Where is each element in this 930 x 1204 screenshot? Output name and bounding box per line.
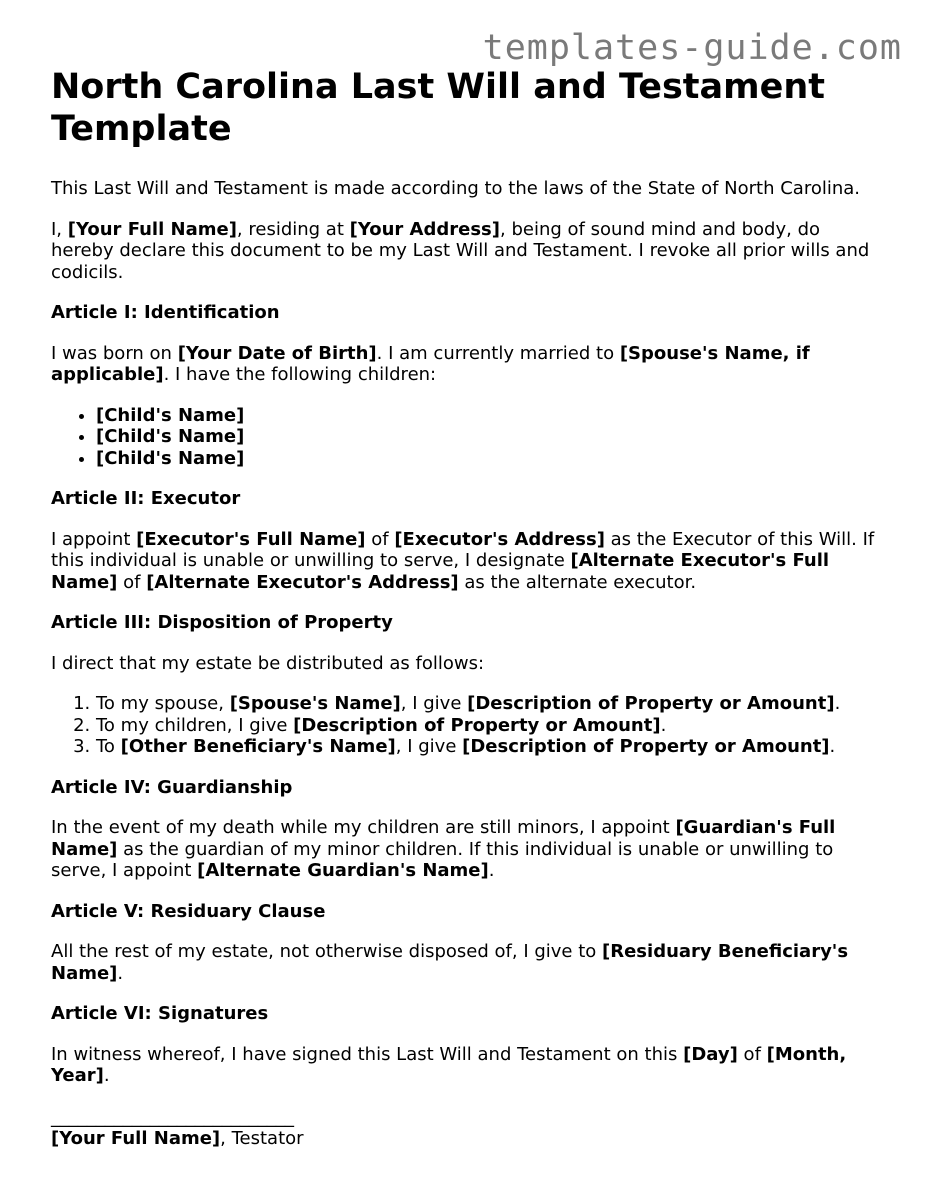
list-item: 2. To my children, I give [Description of Property or Amount]. [96,715,881,737]
list-item: • [Child's Name] [96,448,881,470]
list-item: • [Child's Name] [96,405,881,427]
placeholder-full-name: [Your Full Name] [67,218,237,240]
article-6-heading: Article VI: Signatures [51,1003,269,1024]
article-2-paragraph: I appoint [Executor's Full Name] of [Executor's Address] as the Executor of this Will. If this individual is unable or unwilling to serve, I designate [Alternate Executor's Full Name] of [Alternate Executor's Address] as the alternate executor. [51,528,875,593]
page-title: North Carolina Last Will and Testament Template [51,67,825,149]
article-3-heading: Article III: Disposition of Property [51,612,393,633]
list-item: • [Child's Name] [96,426,881,448]
article-4-heading: Article IV: Guardianship [51,776,293,798]
article-5-paragraph: All the rest of my estate, not otherwise disposed of, I give to [Residuary Beneficiary's Name]. [51,941,849,984]
list-item: 1. To my spouse, [Spouse's Name], I give [Description of Property or Amount]. [96,693,881,715]
article-6-paragraph: In witness whereof, I have signed this Last Will and Testament on this [Day] of [Month, Year]. [51,1043,847,1086]
placeholder-spouse: [Spouse's Name, if applicable] [51,342,810,385]
article-3-intro: I direct that my estate be distributed as follows: [51,652,485,674]
distribution-list [51,693,881,758]
document-body [51,66,881,1150]
declaration-paragraph: I, [Your Full Name], residing at [Your Address], being of sound mind and body, do hereby declare this document to be my Last Will and Testament. I revoke all prior wills and codicils. [51,218,870,283]
placeholder-address: [Your Address] [349,218,500,240]
article-2-heading: Article II: Executor [51,488,241,509]
article-1-paragraph: I was born on [Your Date of Birth]. I am currently married to [Spouse's Name, if applicable]. I have the following children: [51,342,810,385]
list-item: 3. To [Other Beneficiary's Name], I give [Description of Property or Amount]. [96,736,881,758]
article-5-heading: Article V: Residuary Clause [51,900,326,922]
placeholder-dob: [Your Date of Birth] [177,342,377,364]
signature-line: ___________________________ [51,1106,294,1128]
intro-paragraph: This Last Will and Testament is made according to the laws of the State of North Carolina. [51,178,861,199]
article-1-heading: Article I: Identification [51,302,280,323]
watermark: templates-guide.com [482,28,902,68]
children-list [51,405,881,470]
article-4-paragraph: In the event of my death while my children are still minors, I appoint [Guardian's Full Name] as the guardian of my minor children. If this individual is unable or unwilling to serve, I appoint [Alternate Guardian's Name]. [51,817,836,881]
signature-caption: [Your Full Name], Testator [51,1128,304,1149]
